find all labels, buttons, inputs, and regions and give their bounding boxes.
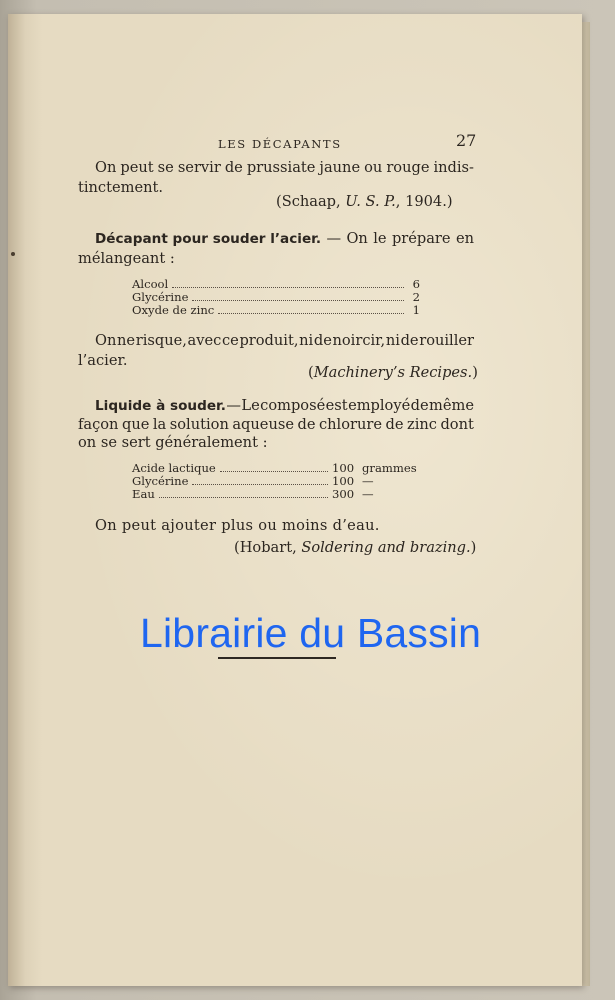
word: de: [297, 416, 316, 433]
citation-rest: ): [470, 539, 477, 556]
word: la: [152, 416, 167, 433]
section-title-liquide: Liquide à souder.: [95, 398, 226, 414]
word: risque,: [135, 332, 187, 349]
paragraph-2-line-1: [95, 229, 474, 249]
ingredient-value: 300: [332, 487, 355, 501]
ingredient-name: Acide lactique: [132, 461, 216, 475]
paragraph-2-line-2: mélangeant :: [78, 250, 175, 267]
word: rouiller: [419, 332, 474, 349]
paragraph-3-line-1: [95, 331, 474, 351]
word: aqueuse: [232, 416, 294, 433]
paragraph-3-line-2: l’acier.: [78, 352, 128, 369]
word: ce: [221, 332, 239, 349]
citation-3: [234, 538, 476, 558]
ingredient-name: Glycérine: [132, 290, 189, 304]
word: Le: [241, 397, 260, 414]
leader-dots: [159, 497, 328, 498]
word: chlorure: [318, 416, 382, 433]
paragraph-5-line-1: On peut ajouter plus ou moins d’eau.: [95, 517, 380, 534]
word: prépare: [391, 230, 451, 247]
paragraph-1-line-2: tinctement.: [78, 179, 163, 196]
word: prussiate: [246, 159, 316, 176]
word: ou: [364, 159, 383, 176]
citation-source: U. S. P.: [345, 193, 396, 210]
word: de: [385, 416, 404, 433]
word: de: [313, 332, 332, 349]
ingredient-value: 2: [412, 290, 420, 304]
leader-dots: [172, 287, 404, 288]
page-edge: [582, 22, 590, 986]
recipe-table-decapant: [132, 278, 420, 317]
word: produit,: [239, 332, 299, 349]
recipe-table-liquide: [132, 462, 422, 501]
word: —: [226, 397, 241, 414]
watermark: Librairie du Bassin: [140, 610, 482, 656]
page-number: 27: [456, 131, 477, 150]
word: ne: [117, 332, 136, 349]
binding-mark: [11, 252, 15, 256]
section-title-decapant: Décapant pour souder l’acier.: [95, 231, 322, 247]
citation-rest: , 1904.): [395, 193, 453, 210]
word: en: [455, 230, 474, 247]
word: dont: [440, 416, 474, 433]
running-header: LES DÉCAPANTS: [218, 137, 342, 151]
section-end-rule: [218, 657, 336, 659]
table-row: [132, 475, 422, 488]
word: zinc: [407, 416, 437, 433]
word: de: [224, 159, 243, 176]
word: noircir,: [332, 332, 386, 349]
word: —: [326, 230, 342, 247]
leader-dots: [218, 313, 404, 314]
word: On: [95, 159, 117, 176]
paragraph-4-line-2: [78, 415, 474, 435]
ingredient-unit: grammes: [362, 461, 417, 475]
ingredient-value: 100: [332, 474, 355, 488]
word: rouge: [386, 159, 430, 176]
citation-1: [276, 192, 453, 212]
citation-open: (Schaap,: [276, 193, 346, 210]
citation-open: (: [308, 364, 314, 381]
word: employé: [348, 397, 411, 414]
leader-dots: [220, 471, 328, 472]
ingredient-name: Alcool: [132, 277, 169, 291]
word: solution: [169, 416, 229, 433]
word: servir: [177, 159, 221, 176]
leader-dots: [192, 484, 328, 485]
word: façon: [78, 416, 119, 433]
word: indis-: [433, 159, 474, 176]
citation-rest: ): [472, 364, 478, 381]
paragraph-4-line-1: [95, 396, 474, 416]
ingredient-unit: —: [362, 474, 374, 488]
word: composé: [260, 397, 326, 414]
word: de: [410, 397, 429, 414]
word: même: [429, 397, 474, 414]
ingredient-value: 100: [332, 461, 355, 475]
word: peut: [120, 159, 154, 176]
word: ni: [299, 332, 314, 349]
paragraph-1-line-1: [95, 158, 474, 178]
citation-open: (Hobart,: [234, 539, 302, 556]
citation-2: [308, 363, 478, 383]
ingredient-value: 1: [412, 303, 420, 317]
word: de: [400, 332, 419, 349]
word: le: [373, 230, 387, 247]
table-row: [132, 488, 422, 501]
ingredient-value: 6: [412, 277, 420, 291]
word: jaune: [319, 159, 361, 176]
word: est: [325, 397, 348, 414]
word: que: [121, 416, 150, 433]
paragraph-4-line-3: on se sert généralement :: [78, 434, 268, 451]
ingredient-name: Oxyde de zinc: [132, 303, 215, 317]
word: se: [157, 159, 174, 176]
leader-dots: [192, 300, 404, 301]
ingredient-name: Eau: [132, 487, 155, 501]
word: On: [346, 230, 368, 247]
citation-source: Soldering and brazing.: [301, 539, 471, 556]
citation-source: Machinery’s Recipes.: [313, 364, 473, 381]
word: avec: [187, 332, 222, 349]
ingredient-unit: —: [362, 487, 374, 501]
word: On: [95, 332, 117, 349]
word: ni: [385, 332, 400, 349]
ingredient-name: Glycérine: [132, 474, 189, 488]
table-row: [132, 304, 420, 317]
